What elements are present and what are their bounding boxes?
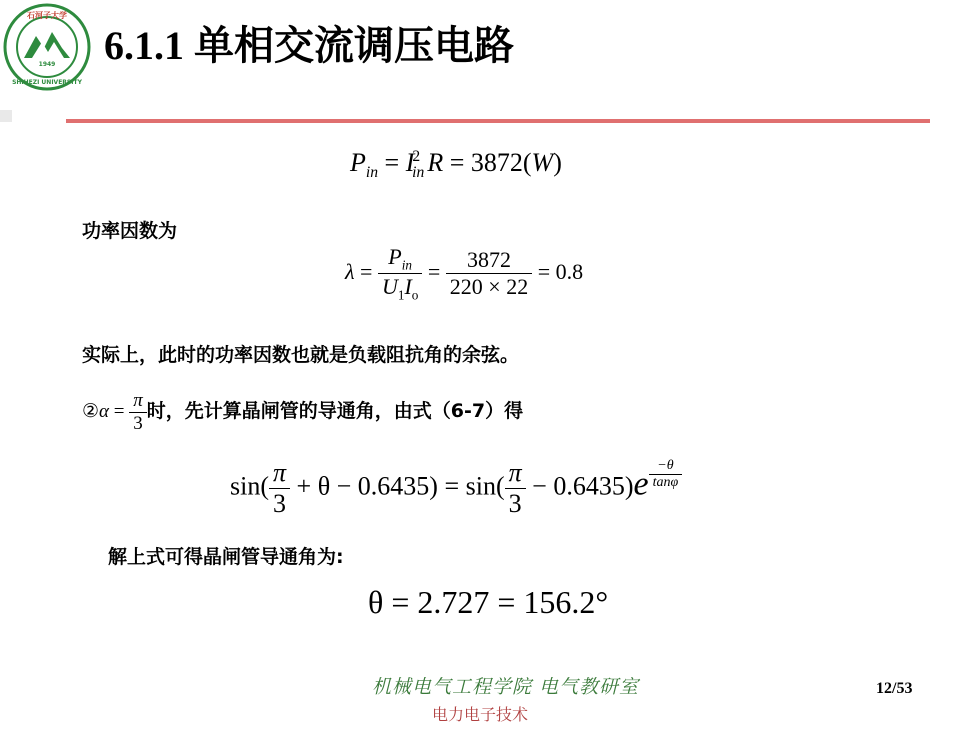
svg-text:1949: 1949 [38, 61, 56, 68]
title-divider [66, 119, 930, 123]
conduction-angle-equation: sin( $\frac{\pi}{3}$ + θ − 0.6435) = sin( $\frac{\pi}{3}$ − 0.6435)e $\frac{-\theta}{\tan\varphi}$ [230, 458, 682, 519]
page-number: 12/53 [876, 680, 913, 697]
input-power-equation: $P_{in} = I^2_{in}$ R = 3872(W) [350, 148, 562, 182]
numeric-fraction: $\frac{3872}{220 \times 22}$ [446, 247, 532, 300]
power-factor-label: 功率因数为 [82, 220, 178, 242]
footer-department: 机械电气工程学院 电气教研室 [372, 676, 640, 698]
svg-text:SHIHEZI UNIVERSITY: SHIHEZI UNIVERSITY [12, 79, 82, 86]
slide-tab-marker [0, 110, 12, 122]
theta-result-equation: θ = 2.727 = 156.2° [368, 584, 609, 620]
university-logo [2, 2, 92, 92]
svg-text:石河子大学: 石河子大学 [27, 10, 67, 20]
solve-text: 解上式可得晶闸管导通角为: [108, 546, 344, 568]
slide-title: 6.1.1 单相交流调压电路 [104, 23, 514, 68]
case2-line: ②α = $\frac{\pi}{3}$ 时，先计算晶闸管的导通角，由式（6-7）得 [82, 390, 524, 434]
footer-course: 电力电子技术 [432, 705, 529, 724]
power-fraction: $\frac{P_{in}}{U_1I_o}$ [378, 244, 422, 304]
actual-explanation-text: 实际上，此时的功率因数也就是负载阻抗角的余弦。 [82, 344, 520, 366]
power-factor-equation: λ = $\frac{P_{in}}{U_1I_o}$ = $\frac{3872}{220 \times 22}$ = 0.8 [345, 244, 584, 303]
